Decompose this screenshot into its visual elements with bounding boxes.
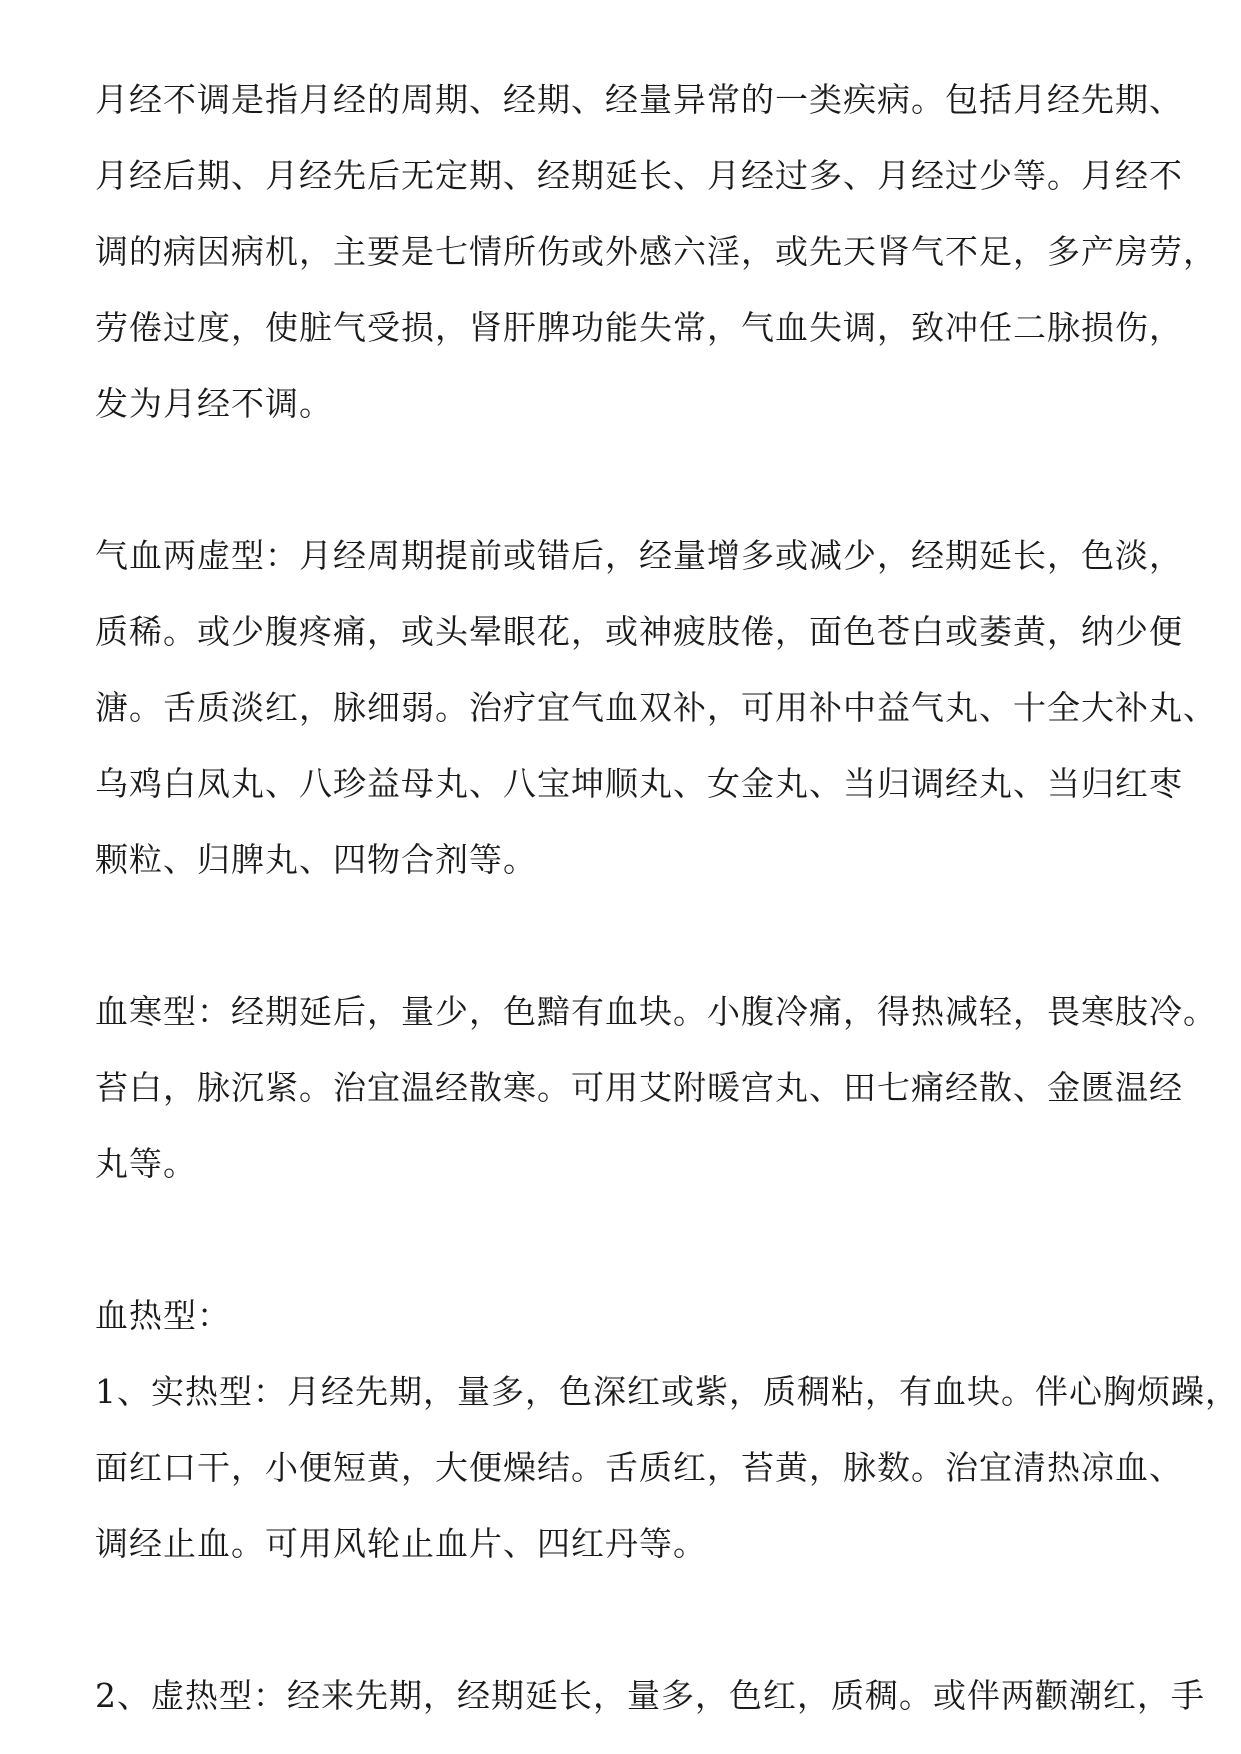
paragraph-intro xyxy=(95,62,1217,442)
paragraph-blood-cold xyxy=(95,974,1217,1202)
paragraph-gap xyxy=(95,1202,1155,1278)
text-line: 气血两虚型：月经周期提前或错后，经量增多或减少，经期延长，色淡， xyxy=(95,536,1183,575)
text-line: 丸等。 xyxy=(95,1144,197,1183)
document-page xyxy=(95,62,1239,1734)
paragraph-gap xyxy=(95,442,1155,518)
text-line: 质稀。或少腹疼痛，或头晕眼花，或神疲肢倦，面色苍白或萎黄，纳少便 xyxy=(95,612,1183,651)
paragraph-gap xyxy=(95,898,1155,974)
text-line: 1、实热型：月经先期，量多，色深红或紫，质稠粘，有血块。伴心胸烦躁， xyxy=(95,1372,1239,1411)
text-line: 颗粒、归脾丸、四物合剂等。 xyxy=(95,840,537,879)
paragraph-blood-heat xyxy=(95,1278,1239,1582)
paragraph-qi-blood-deficiency xyxy=(95,518,1217,898)
text-line: 面红口干，小便短黄，大便燥结。舌质红，苔黄，脉数。治宜清热凉血、 xyxy=(95,1448,1183,1487)
section-heading: 血热型： xyxy=(95,1296,231,1335)
text-line: 月经不调是指月经的周期、经期、经量异常的一类疾病。包括月经先期、 xyxy=(95,80,1183,119)
paragraph-deficiency-heat xyxy=(95,1658,1205,1734)
text-line: 血寒型：经期延后，量少，色黯有血块。小腹冷痛，得热减轻，畏寒肢冷。 xyxy=(95,992,1217,1031)
text-line: 劳倦过度，使脏气受损，肾肝脾功能失常，气血失调，致冲任二脉损伤， xyxy=(95,308,1183,347)
text-line: 调的病因病机，主要是七情所伤或外感六淫，或先天肾气不足，多产房劳， xyxy=(95,232,1217,271)
text-line: 2、虚热型：经来先期，经期延长，量多，色红，质稠。或伴两颧潮红，手 xyxy=(95,1676,1205,1715)
text-line: 月经后期、月经先后无定期、经期延长、月经过多、月经过少等。月经不 xyxy=(95,156,1183,195)
text-line: 调经止血。可用风轮止血片、四红丹等。 xyxy=(95,1524,707,1563)
text-line: 乌鸡白凤丸、八珍益母丸、八宝坤顺丸、女金丸、当归调经丸、当归红枣 xyxy=(95,764,1183,803)
paragraph-gap xyxy=(95,1582,1155,1658)
text-line: 溏。舌质淡红，脉细弱。治疗宜气血双补，可用补中益气丸、十全大补丸、 xyxy=(95,688,1217,727)
text-line: 苔白，脉沉紧。治宜温经散寒。可用艾附暖宫丸、田七痛经散、金匮温经 xyxy=(95,1068,1183,1107)
text-line: 发为月经不调。 xyxy=(95,384,333,423)
